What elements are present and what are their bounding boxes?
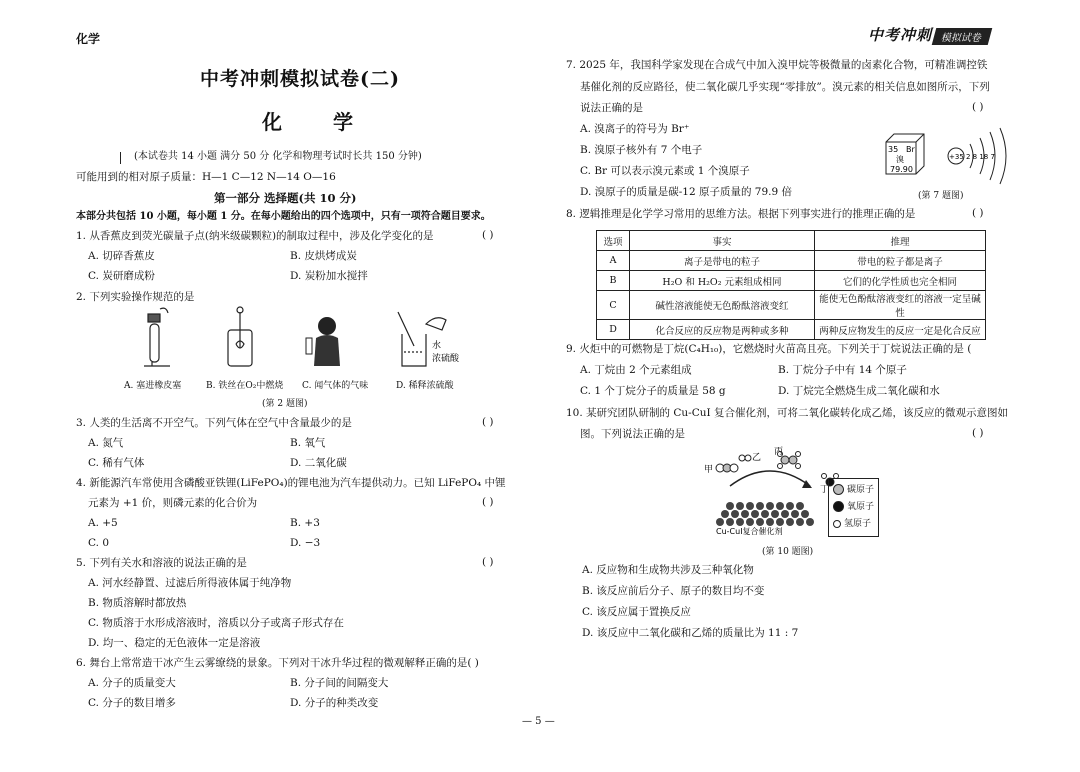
row-fact: 碱性溶液能使无色酚酞溶液变红 (630, 291, 815, 320)
header-fact: 事实 (630, 231, 815, 251)
q10-legend (828, 478, 879, 537)
table-row (597, 251, 986, 271)
q3-option-c: C. 稀有气体 (88, 457, 145, 469)
q9-option-b: B. 丁烷分子中有 14 个原子 (778, 364, 907, 376)
q7-stem: 7. 2025 年，我国科学家发现在合成气中加入溴甲烷等极微量的卤素化合物，可精准调控铁 (566, 59, 988, 71)
q7-stem-end: 说法正确的是 (580, 102, 643, 114)
q1-stem: 1. 从香蕉皮到荧光碳量子点(纳米级碳颗粒)的制取过程中，涉及化学变化的是 (76, 230, 434, 242)
q3-option-b: B. 氧气 (290, 437, 326, 449)
q1-option-d: D. 炭粉加水搅拌 (290, 270, 368, 282)
legend-hydrogen-label: 氢原子 (844, 519, 872, 529)
q6-option-a: A. 分子的质量变大 (88, 677, 176, 689)
section-desc: 本部分共包括 10 小题，每小题 1 分。在每小题给出的四个选项中，只有一项符合题目要求。 (76, 211, 491, 222)
q2-option-b: B. 铁丝在O₂中燃烧 (206, 381, 284, 391)
q2-option-d: D. 稀释浓硫酸 (396, 381, 454, 391)
q6-option-d: D. 分子的种类改变 (290, 697, 379, 709)
reaction-arrow (730, 471, 810, 486)
electron-shells: 2 8 18 7 (966, 153, 995, 161)
q7-stem-cont: 基催化剂的反应路径，使二氧化碳几乎实现“零排放”。溴元素的相关信息如图所示，下列 (580, 81, 990, 93)
table-row (597, 271, 986, 291)
carbon-swatch (833, 484, 844, 495)
q1-answer-paren: ( ) (482, 229, 494, 241)
table-row (597, 320, 986, 340)
element-symbol: Br (906, 145, 915, 154)
molecule-jia (716, 464, 738, 472)
q3-answer-paren: ( ) (482, 416, 494, 428)
legend-carbon (833, 482, 874, 499)
acid-label: 浓硫酸 (432, 354, 460, 364)
q10-caption: (第 10 题图) (762, 547, 814, 557)
atomic-mass-line: 可能用到的相对原子质量：H—1 C—12 N—14 O—16 (76, 171, 336, 183)
q5-stem: 5. 下列有关水和溶液的说法正确的是 (76, 557, 247, 569)
q5-option-d: D. 均一、稳定的无色液体一定是溶液 (88, 637, 261, 649)
label-bing: 丙 (774, 447, 784, 457)
q7-option-a: A. 溴离子的符号为 Br⁺ (580, 123, 690, 135)
table-header-row (597, 231, 986, 251)
q7-option-b: B. 溴原子核外有 7 个电子 (580, 144, 703, 156)
catalyst-label: Cu-CuI复合催化剂 (716, 527, 783, 536)
row-inference: 能使无色酚酞溶液变红的溶液一定呈碱性 (815, 291, 986, 320)
brand-tag: 模拟试卷 (932, 28, 993, 45)
exam-note: (本试卷共 14 小题 满分 50 分 化学和物理考试时长共 150 分钟) (134, 151, 422, 162)
legend-carbon-label: 碳原子 (847, 485, 875, 495)
q5-answer-paren: ( ) (482, 556, 494, 568)
q8-table (596, 230, 986, 340)
q10-stem: 10. 某研究团队研制的 Cu-CuI 复合催化剂，可将二氧化碳转化成乙烯，该反应的微观示意图如 (566, 407, 1008, 419)
q7-answer-paren: ( ) (972, 101, 984, 113)
jar-figure (228, 307, 252, 366)
q10-answer-paren: ( ) (972, 427, 984, 439)
hydrogen-swatch (833, 520, 841, 528)
element-name: 溴 (896, 155, 904, 164)
oxygen-swatch (833, 501, 844, 512)
legend-oxygen-label: 氧原子 (847, 502, 875, 512)
person-figure (306, 317, 340, 366)
q7-bromine-figure (880, 126, 1010, 186)
page-number: — 5 — (522, 716, 555, 727)
header-option: 选项 (597, 231, 630, 251)
q7-option-c: C. Br 可以表示溴元素或 1 个溴原子 (580, 165, 750, 177)
q2-option-c: C. 闻气体的气味 (302, 381, 369, 391)
q8-answer-paren: ( ) (972, 207, 984, 219)
label-ding: 丁 (820, 485, 830, 495)
row-fact: H₂O 和 H₂O₂ 元素组成相同 (630, 271, 815, 291)
subject-title: 化 学 (262, 110, 375, 134)
q10-option-c: C. 该反应属于置换反应 (582, 606, 691, 618)
q10-option-d: D. 该反应中二氧化碳和乙烯的质量比为 11 : 7 (582, 627, 799, 639)
header-inference: 推理 (815, 231, 986, 251)
row-option: C (597, 291, 630, 320)
label-jia: 甲 (704, 465, 714, 475)
q4-answer-paren: ( ) (482, 496, 494, 508)
molecule-yi (739, 455, 751, 461)
q6-option-c: C. 分子的数目增多 (88, 697, 176, 709)
note-bar (120, 152, 121, 164)
q9-option-c: C. 1 个丁烷分子的质量是 58 g (580, 385, 726, 397)
q2-stem: 2. 下列实验操作规范的是 (76, 291, 195, 303)
q4-stem: 4. 新能源汽车常使用含磷酸亚铁锂(LiFePO₄)的锂电池为汽车提供动力。已知 LiFePO₄ 中锂 (76, 477, 506, 489)
q3-option-a: A. 氮气 (88, 437, 124, 449)
q1-option-b: B. 皮烘烤成炭 (290, 250, 357, 262)
brand-badge (868, 24, 1008, 44)
q8-stem: 8. 逻辑推理是化学学习常用的思维方法。根据下列事实进行的推理正确的是 (566, 208, 916, 220)
q5-option-a: A. 河水经静置、过滤后所得液体属于纯净物 (88, 577, 292, 589)
row-fact: 化合反应的反应物是两种或多种 (630, 320, 815, 340)
q5-option-c: C. 物质溶于水形成溶液时，溶质以分子或离子形式存在 (88, 617, 344, 629)
row-inference: 两种反应物发生的反应一定是化合反应 (815, 320, 986, 340)
q4-option-c: C. 0 (88, 537, 110, 549)
element-mass: 79.90 (890, 165, 913, 174)
legend-hydrogen (833, 516, 874, 533)
q2-option-a: A. 塞进橡皮塞 (124, 381, 182, 391)
row-option: B (597, 271, 630, 291)
q1-option-a: A. 切碎香蕉皮 (88, 250, 155, 262)
q3-stem: 3. 人类的生活离不开空气。下列气体在空气中含量最少的是 (76, 417, 352, 429)
row-inference: 它们的化学性质也完全相同 (815, 271, 986, 291)
q9-option-a: A. 丁烷由 2 个元素组成 (580, 364, 692, 376)
test-tube-figure (144, 308, 170, 366)
q10-option-a: A. 反应物和生成物共涉及三种氧化物 (582, 564, 754, 576)
q4-option-b: B. +3 (290, 517, 320, 529)
q1-option-c: C. 炭研磨成粉 (88, 270, 155, 282)
exam-title: 中考冲刺模拟试卷(二) (200, 68, 400, 90)
legend-oxygen (833, 499, 874, 516)
water-label: 水 (432, 341, 442, 351)
row-option: A (597, 251, 630, 271)
q6-stem: 6. 舞台上常常造干冰产生云雾缭绕的景象。下列对干冰升华过程的微观解释正确的是( ) (76, 657, 479, 669)
catalyst-surface (716, 502, 814, 526)
q9-stem: 9. 火炬中的可燃物是丁烷(C₄H₁₀)，它燃烧时火苗高且亮。下列关于丁烷说法正确的是 ( (566, 343, 972, 355)
table-row (597, 291, 986, 320)
q4-option-a: A. +5 (88, 517, 118, 529)
q2-caption: (第 2 题图) (262, 399, 308, 409)
label-yi: 乙 (752, 453, 762, 463)
q5-option-b: B. 物质溶解时都放热 (88, 597, 187, 609)
q10-option-b: B. 该反应前后分子、原子的数目均不变 (582, 585, 765, 597)
row-option: D (597, 320, 630, 340)
q4-stem-cont: 元素为 +1 价，则磷元素的化合价为 (88, 497, 258, 509)
subject-header: 化学 (76, 32, 101, 46)
element-number: 35 (888, 145, 899, 154)
q6-option-b: B. 分子间的间隔变大 (290, 677, 389, 689)
q7-option-d: D. 溴原子的质量是碳-12 原子质量的 79.9 倍 (580, 186, 793, 198)
q4-option-d: D. −3 (290, 537, 321, 549)
section-title: 第一部分 选择题(共 10 分) (214, 191, 357, 205)
q2-lab-illustrations (130, 304, 470, 374)
q10-stem-cont: 图。下列说法正确的是 (580, 428, 685, 440)
q7-caption: (第 7 题图) (918, 191, 964, 201)
row-fact: 离子是带电的粒子 (630, 251, 815, 271)
brand-name: 中考冲刺 (868, 26, 933, 44)
q9-option-d: D. 丁烷完全燃烧生成二氧化碳和水 (778, 385, 940, 397)
row-inference: 带电的粒子都是离子 (815, 251, 986, 271)
q3-option-d: D. 二氧化碳 (290, 457, 347, 469)
nucleus-charge: +35 (949, 153, 964, 161)
